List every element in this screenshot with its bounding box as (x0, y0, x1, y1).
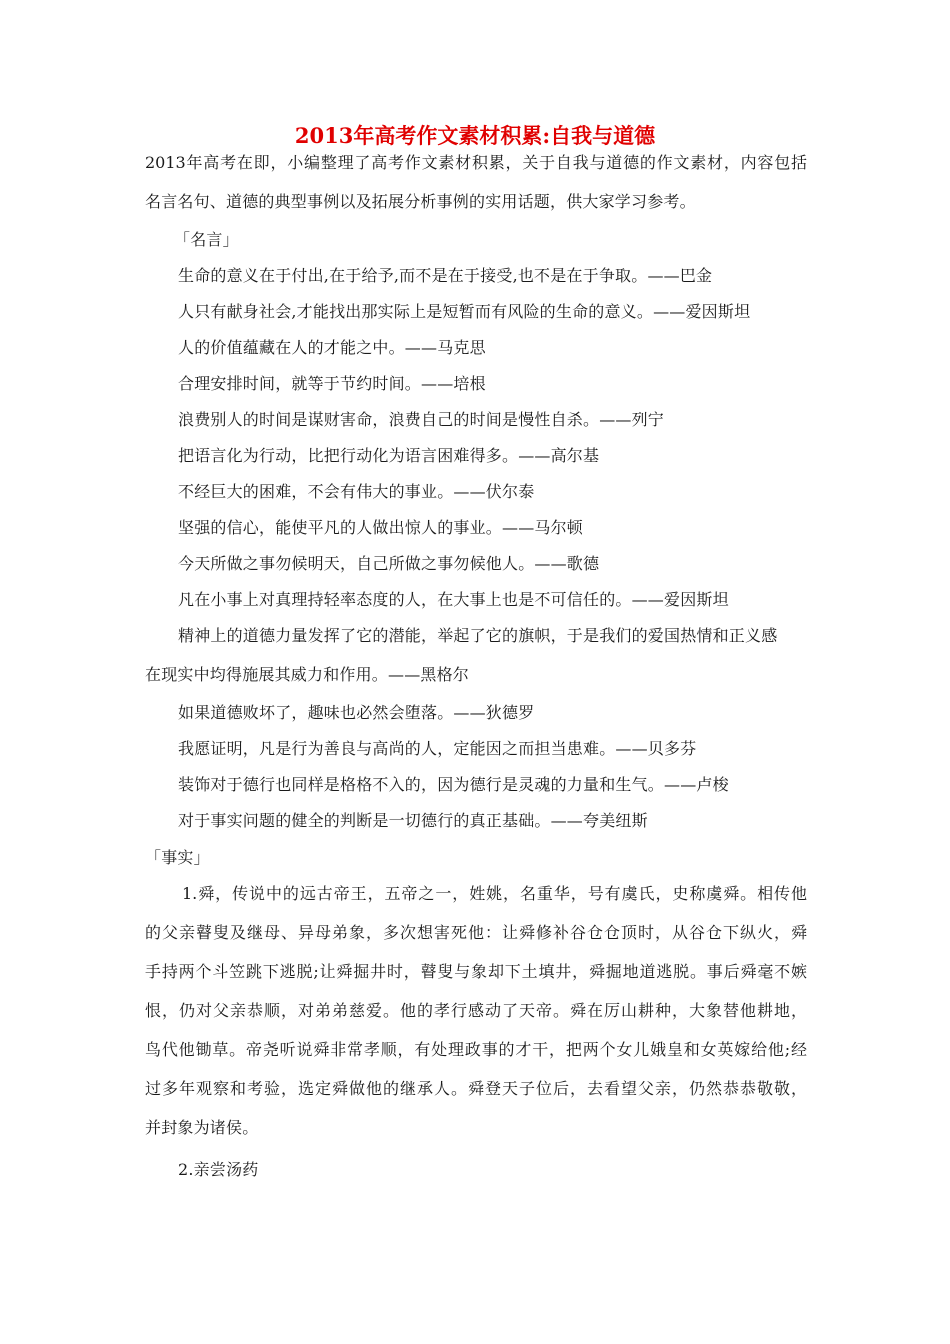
document-title: 2013年高考作文素材积累:自我与道德 (294, 123, 656, 148)
quote-item: 对于事实问题的健全的判断是一切德行的真正基础。——夸美纽斯 (178, 811, 648, 830)
quote-item: 今天所做之事勿候明天，自己所做之事勿候他人。——歌德 (178, 554, 600, 573)
fact-1-line: 手持两个斗笠跳下逃脱;让舜掘井时，瞽叟与象却下土填井，舜掘地道逃脱。事后舜毫不嫉 (145, 962, 807, 981)
quotes-heading: 「名言」 (174, 230, 239, 249)
fact-1-line: 鸟代他锄草。帝尧听说舜非常孝顺，有处理政事的才干，把两个女儿娥皇和女英嫁给他;经 (145, 1040, 807, 1059)
quote-item: 浪费别人的时间是谋财害命，浪费自己的时间是慢性自杀。——列宁 (178, 410, 665, 429)
quote-item: 不经巨大的困难，不会有伟大的事业。——伏尔泰 (178, 482, 535, 501)
fact-1-line: 1.舜，传说中的远古帝王，五帝之一，姓姚，名重华，号有虞氏，史称虞舜。相传他 (182, 884, 807, 903)
quote-item: 如果道德败坏了，趣味也必然会堕落。——狄德罗 (178, 703, 535, 722)
facts-heading: 「事实」 (145, 848, 210, 867)
quote-item: 生命的意义在于付出,在于给予,而不是在于接受,也不是在于争取。——巴金 (178, 266, 713, 285)
fact-2-title: 2.亲尝汤药 (178, 1160, 259, 1179)
quote-hegel-line-1: 精神上的道德力量发挥了它的潜能，举起了它的旗帜，于是我们的爱国热情和正义感 (178, 626, 778, 645)
quote-item: 合理安排时间，就等于节约时间。——培根 (178, 374, 486, 393)
intro-line-2: 名言名句、道德的典型事例以及拓展分析事例的实用话题，供大家学习参考。 (145, 192, 696, 211)
quote-hegel-line-2: 在现实中均得施展其威力和作用。——黑格尔 (145, 665, 470, 684)
intro-line-1: 2013年高考在即，小编整理了高考作文素材积累，关于自我与道德的作文素材，内容包括 (145, 153, 807, 172)
quote-item: 人只有献身社会,才能找出那实际上是短暂而有风险的生命的意义。——爱因斯坦 (178, 302, 751, 321)
fact-1-line: 的父亲瞽叟及继母、异母弟象，多次想害死他：让舜修补谷仓仓顶时，从谷仓下纵火，舜 (145, 923, 807, 942)
quote-item: 把语言化为行动，比把行动化为语言困难得多。——高尔基 (178, 446, 600, 465)
quote-item: 坚强的信心，能使平凡的人做出惊人的事业。——马尔顿 (178, 518, 584, 537)
quote-item: 人的价值蕴藏在人的才能之中。——马克思 (178, 338, 486, 357)
quote-item: 凡在小事上对真理持轻率态度的人，在大事上也是不可信任的。——爱因斯坦 (178, 590, 729, 609)
quote-item: 装饰对于德行也同样是格格不入的，因为德行是灵魂的力量和生气。——卢梭 (178, 775, 729, 794)
fact-1-line: 恨，仍对父亲恭顺，对弟弟慈爱。他的孝行感动了天帝。舜在厉山耕种，大象替他耕地， (145, 1001, 807, 1020)
fact-1-line: 过多年观察和考验，选定舜做他的继承人。舜登天子位后，去看望父亲，仍然恭恭敬敬， (145, 1079, 807, 1098)
fact-1-line: 并封象为诸侯。 (145, 1118, 259, 1137)
quote-item: 我愿证明，凡是行为善良与高尚的人，定能因之而担当患难。——贝多芬 (178, 739, 697, 758)
